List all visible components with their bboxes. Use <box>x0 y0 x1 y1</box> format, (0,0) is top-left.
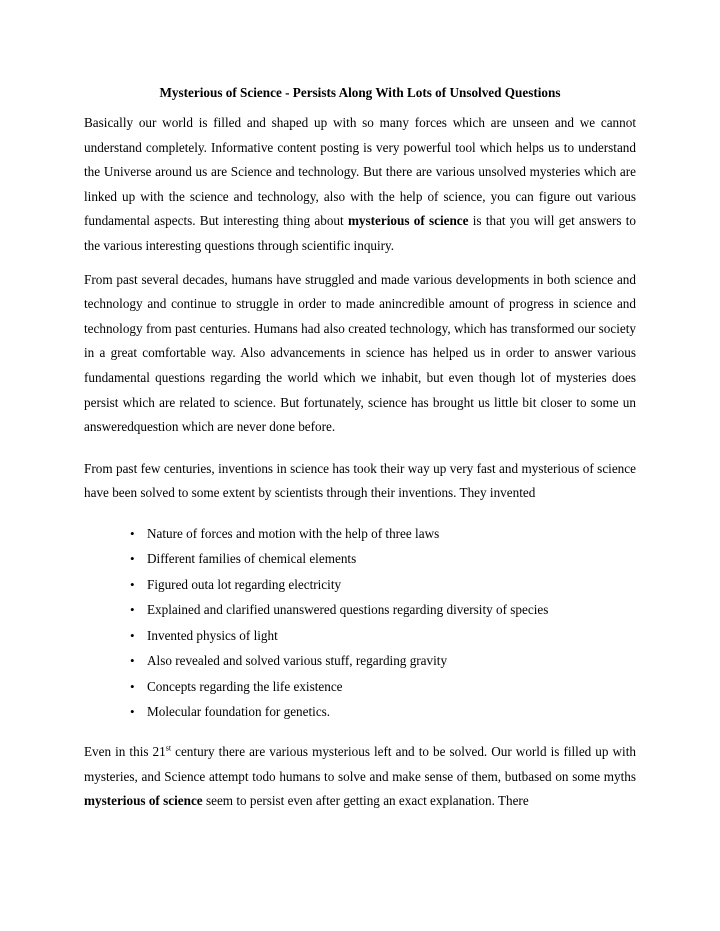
bullet-icon: • <box>130 525 135 541</box>
list-item <box>84 699 636 725</box>
document-title: Mysterious of Science - Persists Along With Lots of Unsolved Questions <box>159 85 561 100</box>
list-item <box>84 572 636 598</box>
document-page <box>84 83 636 814</box>
list-item-text: Concepts regarding the life existence <box>147 678 343 694</box>
bullet-icon: • <box>130 653 135 669</box>
paragraph-intro <box>84 111 636 259</box>
list-item <box>84 623 636 649</box>
paragraph-21st-text-b: century there are various mysterious left and to be solved. Our world is filled up with mysteries, and Science attempt todo humans to solve and make sense of them, butbased on some myths <box>84 743 636 784</box>
inventions-list <box>84 521 636 725</box>
list-item-text: Different families of chemical elements <box>147 551 357 567</box>
list-item <box>84 648 636 674</box>
list-item-text: Invented physics of light <box>147 627 278 643</box>
list-item-text: Also revealed and solved various stuff, regarding gravity <box>147 653 448 669</box>
bullet-icon: • <box>130 551 135 567</box>
paragraph-21st-century <box>84 740 636 814</box>
paragraph-history: From past several decades, humans have struggled and made various developments in both science and technology and continue to struggle in order to made anincredible amount of progress in science and technology from past centuries. Humans had also created technology, which has transformed our society in a great comfortable way. Also advancements in science has helped us in order to answer various fundamental questions regarding the world which we inhabit, but even though lot of mysteries does persist which are related to science. But fortunately, science has brought us little bit closer to some un answeredquestion which are never done before. <box>84 271 636 435</box>
list-item-text: Nature of forces and motion with the help of three laws <box>147 525 440 541</box>
paragraph-21st-text-a: Even in this 21 <box>84 743 166 759</box>
ordinal-superscript: st <box>165 743 172 753</box>
bullet-icon: • <box>130 627 135 643</box>
list-item-text: Explained and clarified unanswered questions regarding diversity of species <box>147 602 549 618</box>
bullet-icon: • <box>130 602 135 618</box>
paragraph-inventions: From past few centuries, inventions in science has took their way up very fast and mysterious of science have been solved to some extent by scientists through their inventions. They invented <box>84 460 636 501</box>
list-item <box>84 521 636 547</box>
bullet-icon: • <box>130 576 135 592</box>
list-item-text: Figured outa lot regarding electricity <box>147 576 342 592</box>
list-item <box>84 546 636 572</box>
bold-keyword: mysterious of science <box>84 793 203 809</box>
list-item <box>84 597 636 623</box>
bullet-icon: • <box>130 678 135 694</box>
paragraph-intro-text-a: Basically our world is filled and shaped up with so many forces which are unseen and we cannot understand completely. Informative content posting is very powerful tool which helps us to understand the Universe around us are Science and technology. But there are various unsolved mysteries which are linked up with the science and technology, also with the help of science, you can figure out various fundamental aspects. But interesting thing about <box>84 115 636 229</box>
list-item-text: Molecular foundation for genetics. <box>147 704 331 720</box>
bold-keyword: mysterious of science <box>347 213 469 229</box>
paragraph-21st-text-c: seem to persist even after getting an exact explanation. There <box>202 793 529 809</box>
paragraph-intro-text-b: is that you will get answers to the various interesting questions through scientific inquiry. <box>84 213 637 253</box>
list-item <box>84 674 636 700</box>
bullet-icon: • <box>130 704 135 720</box>
